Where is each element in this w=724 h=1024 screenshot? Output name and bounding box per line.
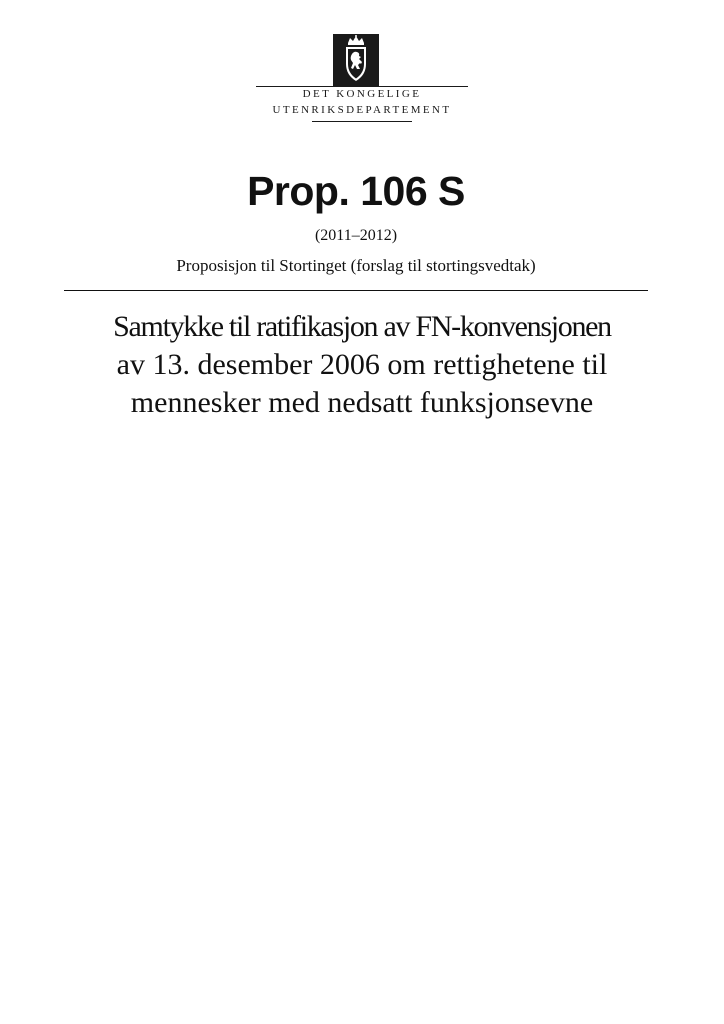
document-title-line-3: mennesker med nedsatt funksjonsevne [130, 386, 594, 419]
title-divider [64, 290, 648, 291]
department-name-line2: UTENRIKSDEPARTEMENT [272, 104, 452, 116]
parliamentary-session: (2011–2012) [314, 227, 398, 244]
document-title [40, 308, 684, 422]
department-rule-bottom [312, 121, 412, 122]
department-rule-top [256, 86, 468, 87]
coat-of-arms-icon [333, 34, 379, 86]
proposition-subtitle: Proposisjon til Stortinget (forslag til stortingsvedtak) [176, 256, 536, 275]
document-title-line-2: av 13. desember 2006 om rettighetene til [116, 348, 608, 381]
proposition-title: Prop. 106 S [247, 168, 465, 214]
document-title-line-1: Samtykke til ratifikasjon av FN-konvensjonen [113, 310, 611, 343]
department-name-line1: DET KONGELIGE [302, 88, 422, 100]
